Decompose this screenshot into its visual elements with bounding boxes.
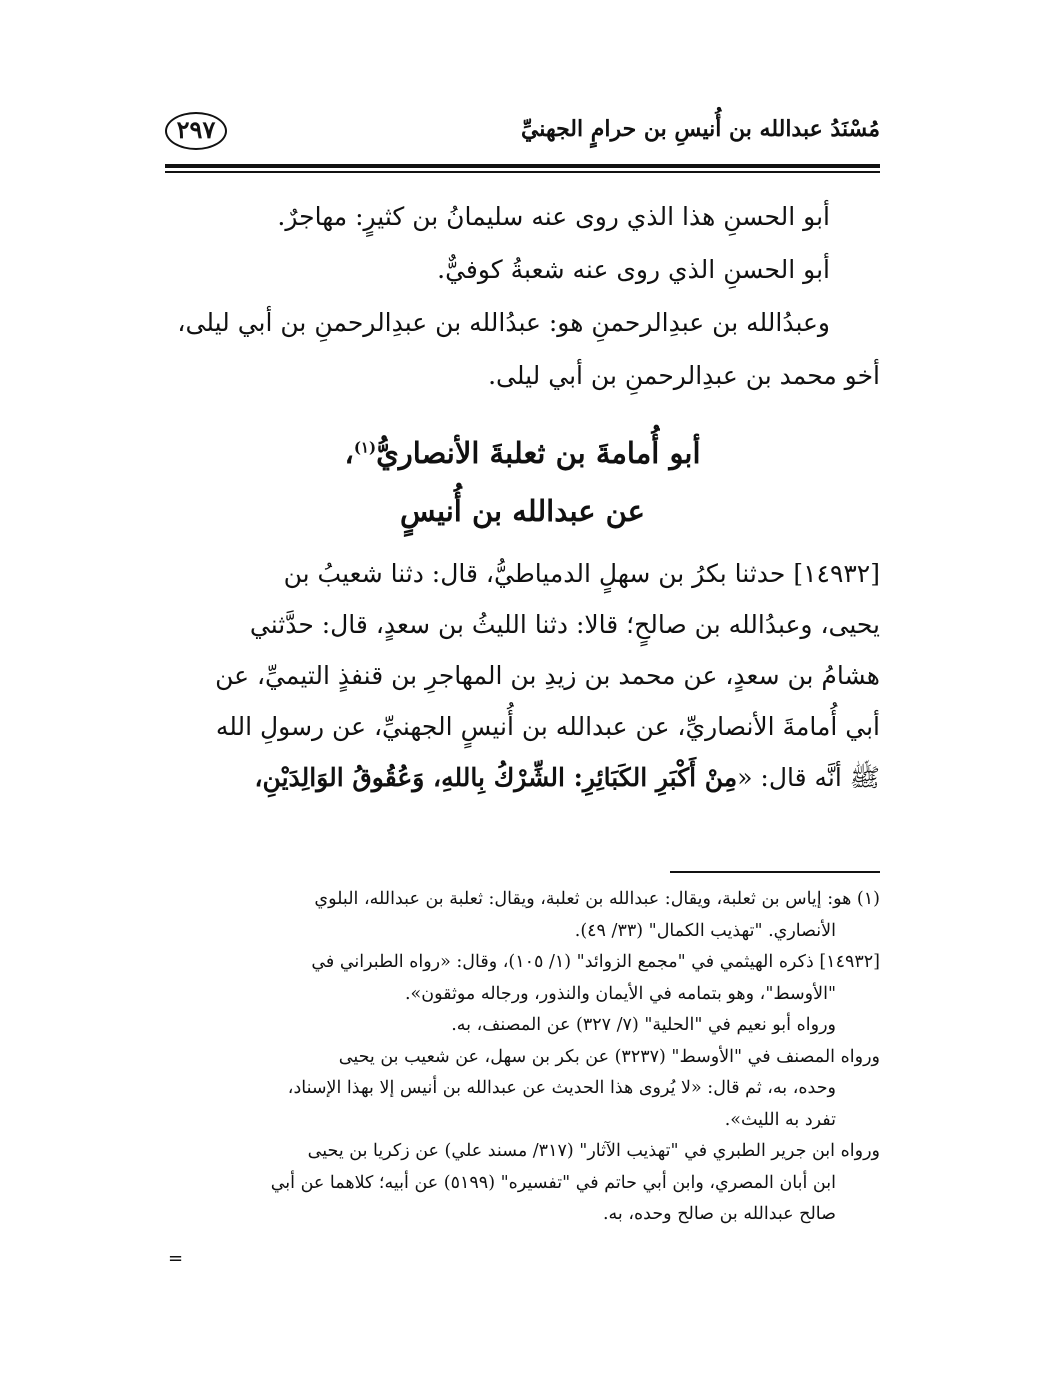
hadith-line: هشامُ بن سعدٍ، عن محمد بن زيدِ بن المهاجرِ بن قنفذٍ التيميِّ، عن (215, 661, 880, 690)
header-rule-thin (165, 171, 880, 173)
hadith-block (165, 548, 880, 803)
footnote-separator (670, 871, 880, 873)
page-header (165, 108, 880, 164)
intro-line: أبو الحسنِ هذا الذي روى عنه سليمانُ بن كثيرٍ: مهاجرٌ. (277, 202, 830, 231)
footnote-line: ابن أبان المصري، وابن أبي حاتم في "تفسيره" (٥١٩٩) عن أبيه؛ كلاهما عن أبي (270, 1172, 836, 1193)
footnote-line: وحده، به، ثم قال: «لا يُروى هذا الحديث عن عبدالله بن أنيس إلا بهذا الإسناد، (287, 1078, 836, 1098)
intro-line: أخو محمد بن عبدِالرحمنِ بن أبي ليلى. (488, 361, 880, 390)
footnote-line: "الأوسط"، وهو بتمامه في الأيمان والنذور، ورجاله موثقون». (404, 983, 836, 1004)
hadith-line: أبي أُمامةَ الأنصاريِّ، عن عبدالله بن أُنيسٍ الجهنيِّ، عن رسولِ الله (215, 712, 880, 741)
heading-line-1 (165, 424, 880, 482)
hadith-prefix: ﷺ أنَّه قال: « (737, 763, 880, 792)
footnote-line: ورواه المصنف في "الأوسط" (٣٢٣٧) عن بكر بن سهل، عن شعيب بن يحيى (338, 1046, 880, 1067)
footnote-line: [١٤٩٣٢] ذكره الهيثمي في "مجمع الزوائد" (١/ ١٠٥)، وقال: «رواه الطبراني في (311, 952, 880, 972)
footnote-line: تفرد به الليث». (724, 1109, 836, 1130)
running-title: مُسْنَدُ عبدالله بن أُنيسِ بن حرامٍ الجهنيِّ (520, 116, 880, 142)
page-number: ٢٩٧ (165, 112, 227, 150)
footnote-line: الأنصاري. "تهذيب الكمال" (٣٣/ ٤٩). (574, 920, 836, 941)
main-text (165, 190, 880, 803)
hadith-line: [١٤٩٣٢] حدثنا بكرُ بن سهلٍ الدمياطيُّ، قال: دثنا شعيبُ بن (283, 559, 880, 588)
hadith-quote: مِنْ أَكْبَرِ الكَبَائِرِ: الشِّرْكُ بِاللهِ، وَعُقُوقُ الوَالِدَيْنِ، (254, 763, 738, 792)
footnote-line: ورواه ابن جرير الطبري في "تهذيب الآثار" (٣١٧/ مسند علي) عن زكريا بن يحيى (307, 1141, 880, 1161)
hadith-line: يحيى، وعبدُالله بن صالحٍ؛ قالا: دثنا الليثُ بن سعدٍ، قال: حدَّثني (249, 610, 880, 639)
hadith-line (165, 752, 880, 803)
intro-line: أبو الحسنِ الذي روى عنه شعبةُ كوفيٌّ. (437, 255, 830, 284)
heading-suffix: ، (344, 436, 354, 470)
section-heading (165, 424, 880, 540)
heading-line-2: عن عبدالله بن أُنيسٍ (400, 494, 645, 528)
footnote-line: (١) هو: إياس بن ثعلبة، ويقال: عبدالله بن ثعلبة، ويقال: ثعلبة بن عبدالله، البلوي (314, 889, 880, 909)
intro-line: وعبدُالله بن عبدِالرحمنِ هو: عبدُالله بن عبدِالرحمنِ بن أبي ليلى، (177, 308, 830, 337)
footnote-line: ورواه أبو نعيم في "الحلية" (٧/ ٣٢٧) عن المصنف، به. (451, 1015, 836, 1035)
footnotes (165, 884, 880, 1231)
footnote-line: صالح عبدالله بن صالح وحده، به. (602, 1204, 836, 1224)
continuation-mark: = (168, 1248, 184, 1269)
heading-name: أبو أُمامةَ بن ثعلبةَ الأنصاريُّ (376, 436, 701, 470)
header-rule-thick (165, 164, 880, 168)
footnote-ref: (١) (353, 438, 377, 457)
